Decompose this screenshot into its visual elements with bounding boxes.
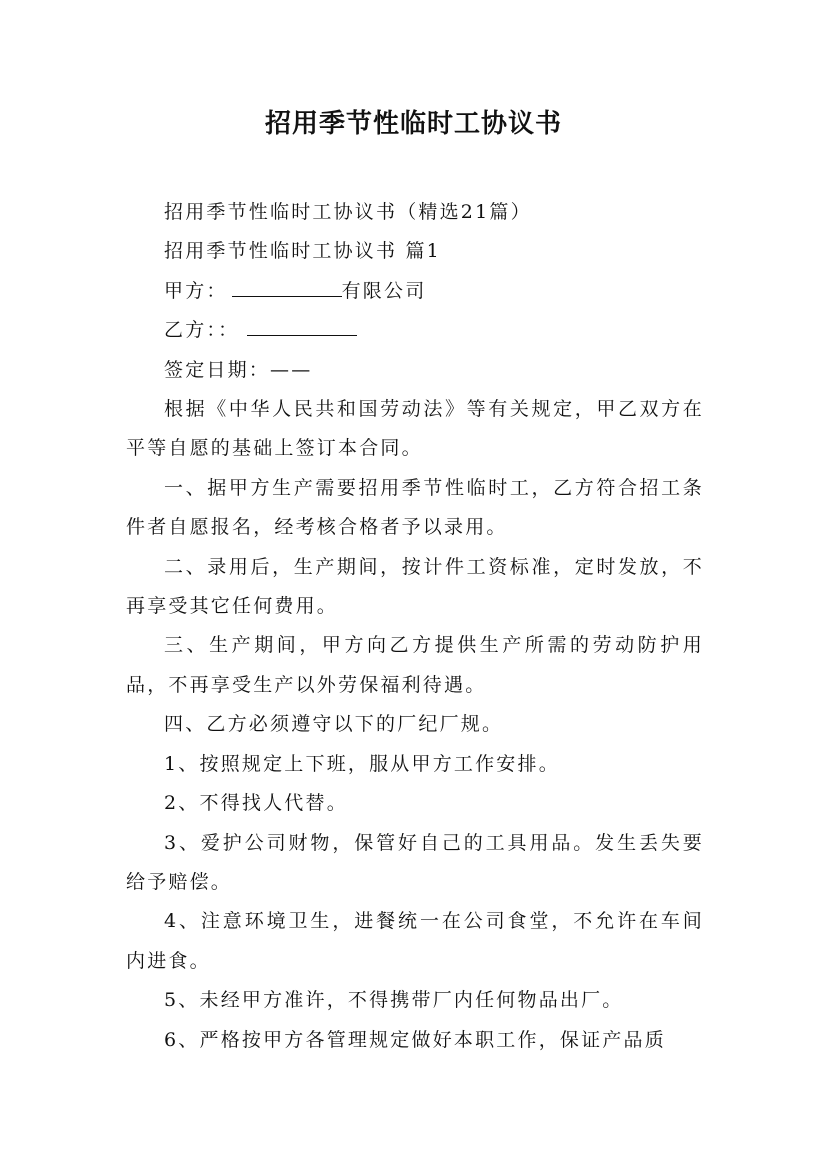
paragraph-clause-1: 一、据甲方生产需要招用季节性临时工，乙方符合招工条件者自愿报名，经考核合格者予以录用。	[126, 476, 704, 539]
party-a-line	[126, 272, 704, 311]
document-subtitle: 招用季节性临时工协议书（精选21篇）	[164, 201, 532, 223]
party-b-blank	[247, 313, 357, 336]
paragraph-rule-5: 5、未经甲方准许，不得携带厂内任何物品出厂。	[164, 989, 624, 1012]
party-a-suffix: 有限公司	[341, 279, 427, 302]
paragraph-rule-3: 3、爱护公司财物，保管好自己的工具用品。发生丢失要给予赔偿。	[126, 831, 704, 893]
document-body	[126, 193, 704, 1060]
paragraph-rule-6: 6、严格按甲方各管理规定做好本职工作，保证产品质	[164, 1028, 666, 1051]
paragraph-clause-4: 四、乙方必须遵守以下的厂纪厂规。	[164, 713, 504, 736]
party-b-line	[126, 311, 704, 350]
party-a-blank	[232, 274, 342, 297]
paragraph-rule-2: 2、不得找人代替。	[164, 792, 348, 815]
party-a-label: 甲方：	[164, 279, 228, 302]
party-b-label: 乙方：：	[164, 319, 240, 342]
paragraph-clause-3: 三、生产期间，甲方向乙方提供生产所需的劳动防护用品，不再享受生产以外劳保福利待遇。	[126, 634, 704, 696]
paragraph-rule-1: 1、按照规定上下班，服从甲方工作安排。	[164, 752, 560, 775]
paragraph-rule-4: 4、注意环境卫生，进餐统一在公司食堂，不允许在车间内进食。	[126, 910, 704, 972]
paragraph-clause-2: 二、录用后，生产期间，按计件工资标准，定时发放，不再享受其它任何费用。	[126, 555, 704, 618]
paragraph-preamble: 根据《中华人民共和国劳动法》等有关规定，甲乙双方在平等自愿的基础上签订本合同。	[126, 398, 704, 460]
sign-date: 签定日期：——	[164, 358, 313, 381]
section-heading: 招用季节性临时工协议书 篇1	[164, 240, 441, 263]
document-title: 招用季节性临时工协议书	[264, 109, 562, 139]
